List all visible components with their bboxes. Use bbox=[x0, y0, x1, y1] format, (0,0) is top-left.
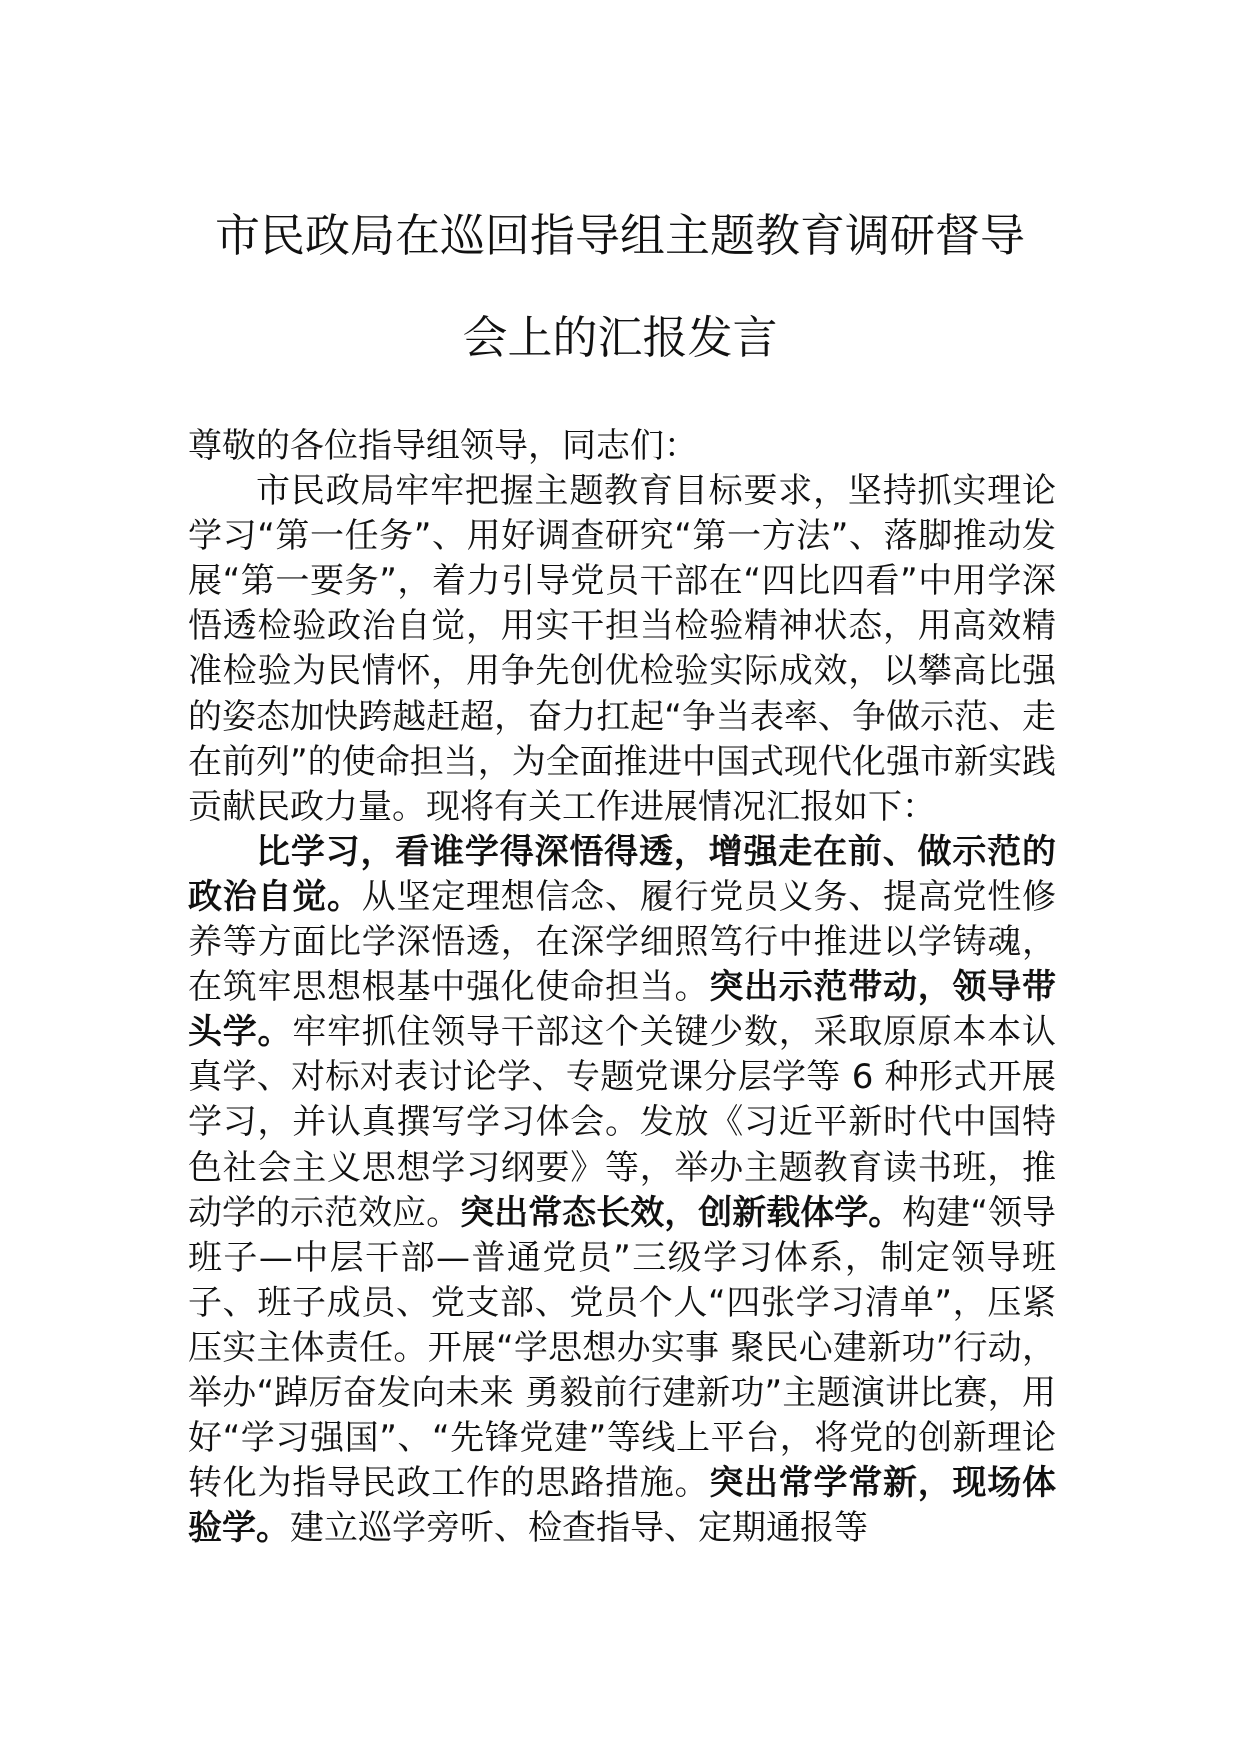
subsection-2-text: 构建“领导班子—中层干部—普通党员”三级学习体系，制定领导班子、班子成员、党支部、党员个人“四张学习清单”，压紧压实主体责任。开展“学思想办实事 聚民心建新功”行动，举办“踔厉奋发向未来 勇毅前行建新功”主题演讲比赛，用好“学习强国”、“先锋党建”等线上平台，将党的创新理论转化为指导民政工作的思路措施。 bbox=[188, 1192, 1057, 1504]
section-1-paragraph bbox=[188, 830, 1056, 1552]
title-line-1: 市民政局在巡回指导组主题教育调研督导 bbox=[214, 209, 1025, 262]
intro-paragraph: 市民政局牢牢把握主题教育目标要求，坚持抓实理论学习“第一任务”、用好调查研究“第一方法”、落脚推动发展“第一要务”，着力引导党员干部在“四比四看”中用学深悟透检验政治自觉，用实干担当检验精神状态，用高效精准检验为民情怀，用争先创优检验实际成效，以攀高比强的姿态加快跨越赶超，奋力扛起“争当表率、争做示范、走在前列”的使命担当，为全面推进中国式现代化强市新实践贡献民政力量。现将有关工作进展情况汇报如下： bbox=[188, 471, 1056, 827]
section-1-text: 从坚定理想信念、履行党员义务、提高党性修养等方面比学深悟透，在深学细照笃行中推进以学铸魂，在筑牢思想根基中强化使命担当。 bbox=[188, 876, 1056, 1008]
subsection-3-text: 建立巡学旁听、检查指导、定期通报等 bbox=[290, 1508, 868, 1549]
document-title bbox=[150, 185, 1090, 389]
salutation: 尊敬的各位指导组领导，同志们： bbox=[188, 426, 698, 466]
subsection-2-heading: 突出常态长效，创新载体学。 bbox=[460, 1192, 903, 1233]
subsection-1-heading: 突出示范带动，领导带头学。 bbox=[188, 967, 1056, 1053]
subsection-3-heading: 突出常学常新，现场体验学。 bbox=[188, 1463, 1056, 1549]
subsection-1-text: 牢牢抓住领导干部这个关键少数，采取原原本本认真学、对标对表讨论学、专题党课分层学等 6 种形式开展学习，并认真撰写学习体会。发放《习近平新时代中国特色社会主义思想学习纲要》等，举办主题教育读书班，推动学的示范效应。 bbox=[188, 1012, 1056, 1233]
document-body bbox=[188, 424, 1056, 1551]
title-line-2: 会上的汇报发言 bbox=[462, 311, 778, 364]
section-1-heading: 比学习，看谁学得深悟得透，增强走在前、做示范的政治自觉。 bbox=[188, 831, 1056, 917]
